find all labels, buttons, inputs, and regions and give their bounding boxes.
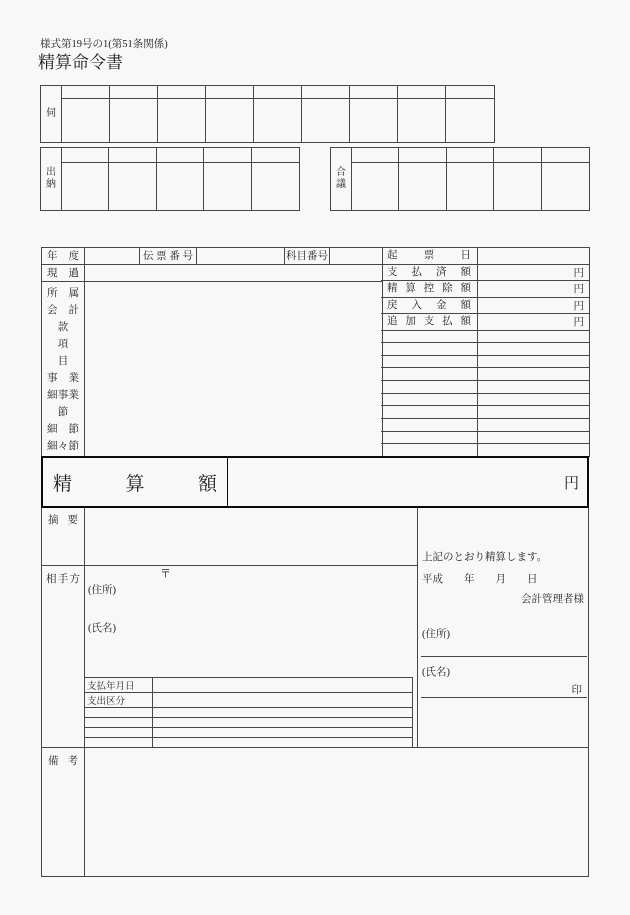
- declaration-address-label: (住所): [422, 629, 450, 640]
- empty-cell: [399, 163, 446, 210]
- empty-payment-row: [84, 728, 412, 738]
- empty-cell: [204, 163, 251, 210]
- empty-amount-row: [381, 331, 589, 344]
- empty-cell: [352, 163, 399, 210]
- empty-cell: [398, 99, 446, 142]
- empty-cell: [381, 419, 478, 431]
- remarks-section: [41, 748, 589, 877]
- approval-table-suitou: [40, 147, 300, 211]
- empty-cell: [109, 148, 156, 163]
- empty-cell: [381, 368, 478, 380]
- empty-cell: [494, 163, 541, 210]
- empty-cell: [478, 432, 589, 444]
- empty-cell: [204, 148, 251, 163]
- expense-category-label: 支出区分: [84, 693, 153, 707]
- empty-amount-row: [381, 444, 589, 456]
- declaration-date-line: 平成 年 月 日: [422, 574, 538, 585]
- empty-cell: [153, 728, 412, 737]
- empty-cell: [110, 99, 158, 142]
- amount-row: [381, 314, 589, 331]
- remarks-field: [85, 748, 588, 876]
- gougi-grid: [352, 148, 589, 210]
- amount-label: 戻入金額: [381, 298, 478, 314]
- slip-number-field: [197, 248, 285, 264]
- empty-cell: [252, 148, 299, 163]
- payment-sub-table: [84, 677, 413, 747]
- main-info-table: [41, 247, 383, 457]
- empty-cell: [62, 86, 110, 99]
- empty-amount-row: [381, 381, 589, 394]
- amount-unit: 円: [573, 267, 584, 279]
- empty-cell: [398, 86, 446, 99]
- classification-label: 細事業: [47, 390, 79, 401]
- form-title: 精算命令書: [38, 53, 123, 72]
- remarks-label: 備考: [42, 748, 85, 876]
- empty-amount-row: [381, 432, 589, 445]
- classification-label-column: [42, 282, 85, 456]
- counterpart-address-label: (住所): [88, 585, 116, 596]
- classification-label: 項: [57, 339, 69, 350]
- counterpart-name-label: (氏名): [88, 623, 116, 634]
- empty-cell: [158, 86, 206, 99]
- amount-row: [381, 281, 589, 298]
- empty-cell: [446, 99, 494, 142]
- amount-unit: 円: [573, 317, 584, 329]
- settlement-amount-banner: [41, 456, 589, 508]
- empty-cell: [157, 163, 204, 210]
- summary-counterpart-divider: [42, 565, 418, 566]
- empty-cell: [110, 86, 158, 99]
- empty-cell: [84, 708, 153, 717]
- empty-cell: [381, 432, 478, 444]
- amount-unit: 円: [573, 300, 584, 312]
- slip-number-label: 伝票番号: [140, 248, 197, 264]
- seal-label: 印: [571, 685, 582, 696]
- approval-table-gougi: [330, 147, 590, 211]
- empty-cell: [158, 99, 206, 142]
- empty-cell: [478, 394, 589, 406]
- declaration-statement: 上記のとおり精算します。: [422, 552, 548, 563]
- expense-category-field: [153, 693, 412, 707]
- postal-mark: 〒: [160, 568, 171, 580]
- empty-amount-row: [381, 343, 589, 356]
- empty-cell: [350, 86, 398, 99]
- expense-category-row: [84, 693, 412, 708]
- empty-cell: [381, 381, 478, 393]
- empty-cell: [302, 86, 350, 99]
- empty-cell: [478, 368, 589, 380]
- empty-cell: [153, 738, 412, 747]
- empty-cell: [381, 394, 478, 406]
- counterpart-label: 相手方: [46, 574, 80, 585]
- classification-label: 会計: [47, 305, 79, 316]
- name-underline: [421, 697, 587, 698]
- empty-cell: [381, 343, 478, 355]
- empty-cell: [62, 148, 109, 163]
- panel-divider: [417, 508, 418, 747]
- empty-payment-row: [84, 738, 412, 747]
- empty-cell: [478, 381, 589, 393]
- empty-cell: [109, 163, 156, 210]
- empty-cell: [381, 406, 478, 418]
- empty-cell: [381, 444, 478, 456]
- drafting-date-label: 起票日: [381, 248, 478, 264]
- classification-label: 款: [57, 322, 69, 333]
- fiscal-year-label: 年度: [42, 248, 85, 264]
- classification-field: [85, 282, 382, 456]
- empty-cell: [478, 419, 589, 431]
- payment-date-row: [84, 678, 412, 693]
- empty-cell: [254, 99, 302, 142]
- header-row-2: [42, 265, 382, 282]
- ukagai-label: 伺: [41, 86, 62, 142]
- empty-cell: [447, 148, 494, 163]
- settlement-amount-label: 精算額: [43, 458, 228, 506]
- empty-cell: [254, 86, 302, 99]
- drafting-date-field: [478, 248, 589, 264]
- empty-payment-row: [84, 718, 412, 728]
- summary-label: 摘要: [48, 515, 78, 526]
- classification-label: 事業: [47, 373, 79, 384]
- header-row-1: [42, 248, 382, 265]
- empty-cell: [352, 148, 399, 163]
- gougi-label: 合議: [331, 148, 352, 210]
- amount-table: [381, 247, 590, 457]
- empty-cell: [494, 148, 541, 163]
- empty-cell: [478, 331, 589, 343]
- classification-label: 細節: [47, 424, 79, 435]
- empty-amount-row: [381, 356, 589, 369]
- declaration-addressee: 会計管理者様: [521, 594, 584, 605]
- empty-cell: [62, 163, 109, 210]
- empty-cell: [478, 406, 589, 418]
- address-underline: [421, 656, 587, 657]
- classification-row: [42, 282, 382, 456]
- drafting-date-row: [381, 248, 589, 265]
- empty-cell: [252, 163, 299, 210]
- empty-cell: [478, 343, 589, 355]
- settlement-amount-unit: 円: [563, 475, 579, 492]
- empty-cell: [157, 148, 204, 163]
- empty-amount-row: [381, 394, 589, 407]
- empty-cell: [62, 99, 110, 142]
- declaration-name-label: (氏名): [422, 667, 450, 678]
- classification-label: 細々節: [47, 441, 79, 452]
- amount-label: 支払済額: [381, 265, 478, 281]
- classification-label: 所属: [47, 288, 79, 299]
- empty-cell: [478, 444, 589, 456]
- empty-cell: [478, 356, 589, 368]
- empty-cell: [542, 163, 589, 210]
- subject-number-field: [330, 248, 382, 264]
- empty-cell: [153, 718, 412, 727]
- ukagai-grid: [62, 86, 494, 142]
- empty-cell: [302, 99, 350, 142]
- empty-cell: [381, 356, 478, 368]
- empty-amount-row: [381, 419, 589, 432]
- suitou-label: 出納: [41, 148, 62, 210]
- empty-cell: [399, 148, 446, 163]
- amount-label: 精算控除額: [381, 281, 478, 297]
- approval-table-ukagai: [40, 85, 495, 143]
- suitou-grid: [62, 148, 299, 210]
- empty-cell: [206, 99, 254, 142]
- subject-number-label: 科目番号: [285, 248, 330, 264]
- classification-label: 目: [57, 356, 69, 367]
- amount-row: [381, 265, 589, 282]
- empty-cell: [446, 86, 494, 99]
- empty-cell: [84, 728, 153, 737]
- detail-section: [41, 508, 589, 748]
- empty-amount-row: [381, 368, 589, 381]
- current-past-field: [85, 265, 382, 281]
- payment-date-label: 支払年月日: [84, 678, 153, 692]
- empty-cell: [350, 99, 398, 142]
- empty-cell: [84, 738, 153, 747]
- empty-payment-row: [84, 708, 412, 718]
- empty-cell: [206, 86, 254, 99]
- form-code: 様式第19号の1(第51条関係): [40, 39, 168, 50]
- payment-date-field: [153, 678, 412, 692]
- empty-cell: [153, 708, 412, 717]
- current-past-label: 現過: [42, 265, 85, 281]
- amount-row: [381, 298, 589, 315]
- amount-unit: 円: [573, 284, 584, 296]
- empty-cell: [84, 718, 153, 727]
- empty-amount-row: [381, 406, 589, 419]
- fiscal-year-field: [85, 248, 140, 264]
- classification-label: 節: [57, 407, 69, 418]
- empty-cell: [542, 148, 589, 163]
- empty-cell: [447, 163, 494, 210]
- empty-cell: [381, 331, 478, 343]
- amount-label: 追加支払額: [381, 314, 478, 330]
